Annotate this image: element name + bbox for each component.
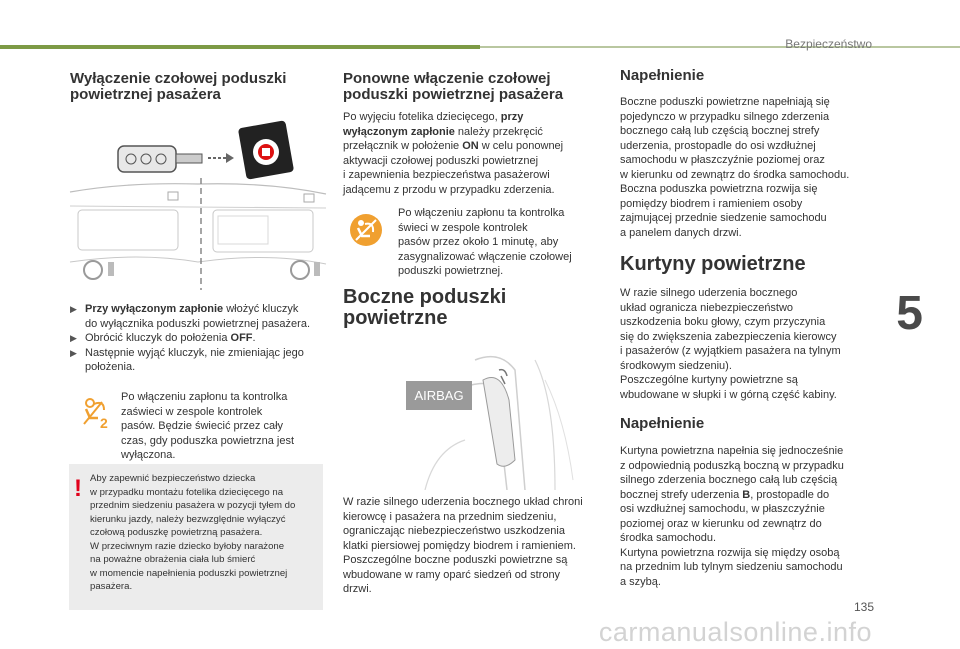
car-key — [118, 146, 202, 172]
chapter-number: 5 — [896, 287, 923, 340]
indicator-note: Po włączeniu zapłonu ta kontrolka świeci w zespole kontrolek pasów przez około 1 minutę, aby zasygnalizować włączenie czołowej poduszki powietrznej. — [398, 207, 572, 277]
section-heading: Ponowne włączenie czołowej poduszki powietrznej pasażera — [343, 70, 564, 103]
header-rule — [0, 45, 480, 49]
subheading: Napełnienie — [620, 415, 705, 432]
arrow-right-icon: ▶ — [70, 304, 77, 314]
svg-text:2: 2 — [100, 415, 108, 430]
step-item: ▶ Następnie wyjąć kluczyk, nie zmieniając jego położenia. — [70, 346, 304, 373]
side-airbag-seat-illustration — [405, 340, 577, 490]
curtain-paragraph: W razie silnego uderzenia bocznego układ ogranicza niebezpieczeństwo uszkodzenia boku głowy, czym przyczynia się do zwiększenia zabezpieczenia kierowcy i pasażerów (z wyjątkiem pasażera na tylnym środkowym siedzeniu). Poszczególne kurtyny powietrzne są wbudowane w słupki i w górną część kabiny. — [620, 287, 841, 401]
reactivation-paragraph: Po wyjęciu fotelika dziecięcego, przy wyłączonym zapłonie należy przekręcić przełącznik w położenie ON w celu ponownej aktywacji czołowej poduszki powietrznej i zapewnienia bezpieczeństwa pasażerowi jadącemu z przodu w przypadku zderzenia. — [343, 111, 564, 196]
section-title: Bezpieczeństwo — [785, 37, 872, 51]
side-airbag-paragraph: W razie silnego uderzenia bocznego układ chroni kierowcę i pasażera na przednim siedzeniu, ograniczając niebezpieczeństwo uszkodzenia klatki piersiowej pomiędzy biodrem i ramieniem. Poszczególne boczne poduszki powietrzne są wbudowane w ramy oparć siedzeń od strony drzwi. — [343, 496, 583, 595]
airbag-label: AIRBAG — [406, 381, 472, 410]
step-list — [70, 302, 330, 375]
section-heading: Wyłączenie czołowej poduszki powietrznej pasażera — [70, 70, 287, 103]
indicator-note: Po włączeniu zapłonu ta kontrolka zaświeci w zespole kontrolek pasów. Będzie świecić przez cały czas, gdy poduszka powietrzna jest wyłączona. — [121, 391, 295, 461]
step-item: ▶ Obrócić kluczyk do położenia OFF. — [70, 332, 256, 344]
page-number: 135 — [853, 600, 874, 614]
step-item: ▶ Przy wyłączonym zapłonie włożyć kluczyk do wyłącznika poduszki powietrznej pasażera. — [70, 303, 311, 330]
watermark: carmanualsonline.info — [598, 617, 872, 647]
airbag-off-indicator-icon — [80, 396, 114, 430]
subheading: Napełnienie — [620, 67, 705, 84]
warning-icon: ! — [74, 475, 82, 502]
header-rule-light — [480, 46, 960, 48]
section-heading-large: Boczne poduszki powietrzne — [343, 286, 507, 329]
airbag-on-indicator-icon — [348, 212, 384, 248]
curtain-fill-paragraph: Kurtyna powietrzna napełnia się jednocześnie z odpowiednią poduszką boczną w przypadku silnego zderzenia bocznego całą lub częścią bocznej strefy uderzenia B, prostopadle do osi wzdłużnej samochodu, w płaszczyźnie poziomej oraz w kierunku od zewnątrz do środka samochodu. Kurtyna powietrzna rozwija się między osobą na przednim lub tylnym siedzeniu samochodu a szybą. — [620, 445, 844, 588]
section-heading-large: Kurtyny powietrzne — [620, 253, 806, 275]
key-switch-illustration — [68, 112, 328, 290]
arrow-right-icon: ▶ — [70, 333, 77, 343]
side-airbag-fill-paragraph: Boczne poduszki powietrzne napełniają się pojedynczo w przypadku silnego zderzenia bocznego całą lub częścią bocznej strefy uderzenia, prostopadle do osi wzdłużnej samochodu w płaszczyźnie poziomej oraz w kierunku od zewnątrz do środka samochodu. Boczna poduszka powietrzna rozwija się pomiędzy biodrem i ramieniem osoby zajmującej przednie siedzenie samochodu a panelem danych drzwi. — [620, 96, 850, 239]
warning-text: Aby zapewnić bezpieczeństwo dziecka w przypadku montażu fotelika dziecięcego na przednim siedzeniu pasażera w pozycji tyłem do kierunku jazdy, należy bezwzględnie wyłączyć czołową poduszkę powietrzną pasażera. W przeciwnym razie dziecko byłoby narażone na poważne obrażenia ciała lub śmierć w momencie napełnienia poduszki powietrznej pasażera. — [90, 473, 296, 592]
arrow-right-icon: ▶ — [70, 347, 77, 358]
